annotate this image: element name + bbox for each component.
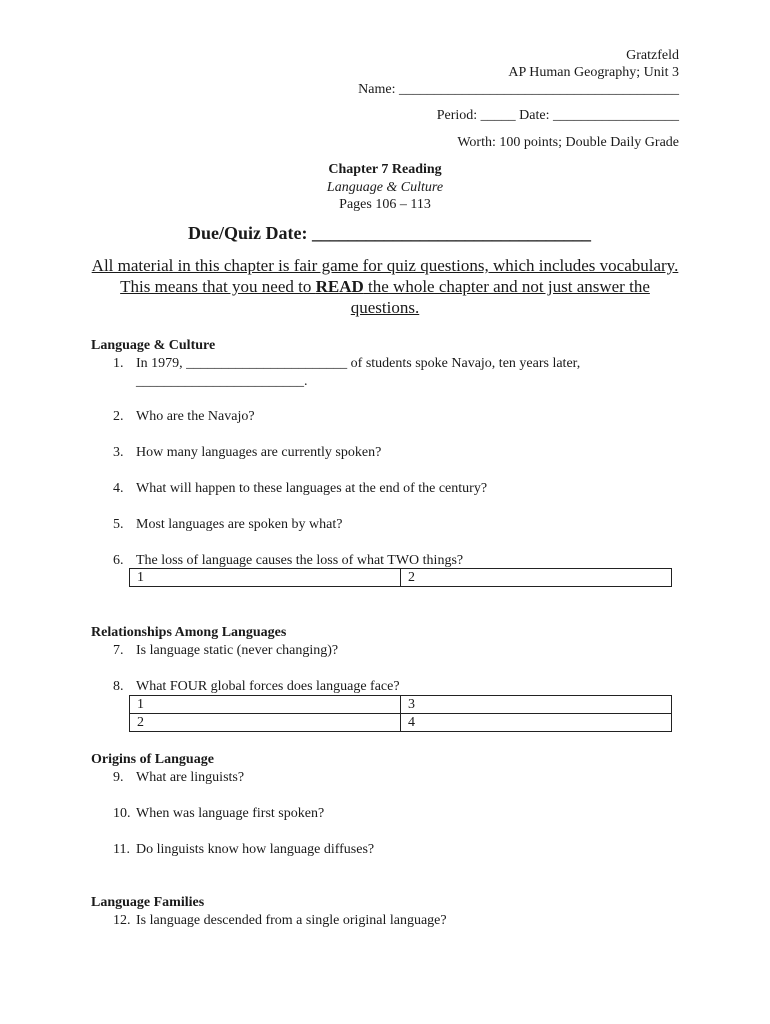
question-number: 7. — [113, 643, 124, 658]
question-text: Most languages are spoken by what? — [136, 517, 343, 532]
question-item — [113, 408, 255, 426]
chapter-pages: Pages 106 – 113 — [339, 197, 431, 212]
question-number: 4. — [113, 481, 124, 496]
question-item — [113, 841, 374, 859]
question-text: Is language static (never changing)? — [136, 643, 339, 658]
section-heading: Language Families — [91, 895, 205, 910]
question-text: What will happen to these languages at the end of the century? — [136, 481, 488, 496]
question-text: Who are the Navajo? — [136, 409, 255, 424]
question-item — [113, 516, 342, 534]
section-heading: Language & Culture — [91, 338, 216, 353]
answer-cell[interactable]: 1 — [130, 569, 401, 587]
question-number: 10. — [113, 806, 131, 821]
question-number: 5. — [113, 517, 124, 532]
question-item — [113, 480, 487, 498]
chapter-subtitle: Language & Culture — [326, 180, 444, 195]
question-text: What are linguists? — [136, 770, 245, 785]
question-text: Is language descended from a single original language? — [136, 913, 447, 928]
answer-cell[interactable]: 4 — [401, 714, 672, 732]
question-number: 9. — [113, 770, 124, 785]
question-number: 11. — [113, 842, 130, 857]
question-text: In 1979, _______________________ of students spoke Navajo, ten years later, — [136, 356, 581, 371]
teacher-name: Gratzfeld — [626, 48, 679, 63]
section-heading: Relationships Among Languages — [91, 625, 287, 640]
question-number: 8. — [113, 679, 124, 694]
chapter-title: Chapter 7 Reading — [328, 162, 442, 177]
course-unit: AP Human Geography; Unit 3 — [508, 65, 679, 80]
question-number: 12. — [113, 913, 131, 928]
question-text: What FOUR global forces does language face? — [136, 679, 400, 694]
notice-text — [90, 255, 680, 318]
table-row — [130, 696, 672, 714]
answer-cell[interactable]: 3 — [401, 696, 672, 714]
period-date-line: Period: _____ Date: __________________ — [436, 108, 679, 123]
notice-before: All material in this chapter is fair game for quiz questions, which includes vocabulary. This means that you need to — [91, 256, 679, 296]
answer-cell[interactable]: 2 — [130, 714, 401, 732]
due-quiz-date: Due/Quiz Date: _______________________________ — [188, 223, 591, 243]
question-continuation: ________________________. — [136, 374, 308, 389]
question-number: 2. — [113, 409, 124, 424]
answer-cell[interactable]: 1 — [130, 696, 401, 714]
question-text: How many languages are currently spoken? — [136, 445, 382, 460]
table-row — [130, 569, 672, 587]
question-item — [113, 678, 400, 696]
answer-table-q6 — [129, 568, 672, 587]
notice-emphasis: READ — [315, 277, 364, 296]
question-item — [113, 769, 244, 787]
question-number: 1. — [113, 356, 124, 371]
worth-line: Worth: 100 points; Double Daily Grade — [457, 135, 679, 150]
question-text: When was language first spoken? — [136, 806, 325, 821]
question-item — [113, 444, 381, 462]
question-text: The loss of language causes the loss of what TWO things? — [136, 553, 464, 568]
question-number: 6. — [113, 553, 124, 568]
answer-table-q8 — [129, 695, 672, 732]
name-line: Name: ________________________________________ — [358, 82, 679, 97]
question-item — [113, 805, 324, 823]
question-item — [113, 642, 338, 660]
table-row — [130, 714, 672, 732]
question-item — [113, 912, 447, 930]
question-text: Do linguists know how language diffuses? — [136, 842, 375, 857]
question-number: 3. — [113, 445, 124, 460]
answer-cell[interactable]: 2 — [401, 569, 672, 587]
section-heading: Origins of Language — [91, 752, 214, 767]
notice-after: the whole chapter and not just answer the questions. — [350, 277, 650, 317]
question-item — [113, 355, 580, 373]
